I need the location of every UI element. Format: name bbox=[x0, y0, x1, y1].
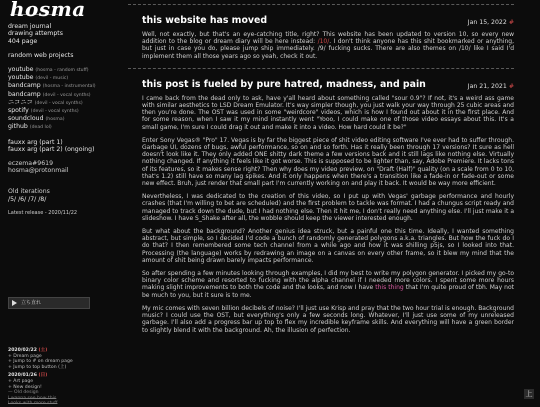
nav-primary bbox=[8, 23, 118, 45]
post-paragraph: Well, not exactly, but that's an eye-catching title, right? This website has been updated to version 10, so every new addition to the blog or dream diary will be here instead: /10/. I don't think anyone has this shit bookmarked or anything, but just in case you do, please jump ship immediately. /9/ fucking sucks. There are also themes on /10/ like I said I'd implement them all those years ago so yeah, check it out. bbox=[142, 31, 515, 60]
changelog-date: 2020/01/26 (日) bbox=[8, 373, 48, 379]
changelog-item-struck: I wanna see how this bbox=[8, 395, 57, 401]
audio-player[interactable] bbox=[8, 297, 90, 309]
link-polygon-generator[interactable]: this thing bbox=[375, 284, 404, 292]
nav-dream-journal[interactable]: dream journal bbox=[8, 23, 52, 31]
divider bbox=[128, 4, 514, 5]
post-hatred bbox=[128, 79, 514, 334]
nav-random-web-projects[interactable]: random web projects bbox=[8, 51, 74, 59]
changelog-item: + Art page bbox=[8, 378, 34, 384]
post-permalink[interactable]: # bbox=[508, 82, 514, 90]
changelog-item: + Jump to top button (上) bbox=[8, 364, 67, 370]
link-soundcloud[interactable]: soundcloud (hosma) bbox=[8, 115, 65, 123]
divider bbox=[128, 68, 514, 69]
changelog-item-struck: Looks with more stuff bbox=[8, 401, 58, 407]
old-iterations-label: Old iterations bbox=[8, 188, 50, 196]
post-paragraph: I came back from the dead only to ask, have y'all heard about something called "sour 0.9"? If not, it's a weird ass game with similar aesthetics to LSD Dream Emulator. It's way simpler though, you just walk your way through 25 cubic areas and then you're done. The OST was used in some "weirdcore" videos, which is how I found out about it in the first place. And for some reason, when I saw it my mind instantly went "Yooo, I could make one of those video essays about this. It's a small game, I'm sure I could drag it out and make it into a video. How hard could it be?" bbox=[142, 94, 514, 131]
contact-email[interactable]: hosma@protonmail bbox=[8, 167, 69, 175]
changelog-item: + Jump to # on dream page bbox=[8, 359, 73, 365]
post-paragraph: My mic comes with seven billion decibels of noise? I'll just use Krisp and pray that the two hour trial is enough. Background music? I could use the OST, but everything's only a few seconds long. Whatever, I'll just use some of my unreleased garbage. I'll also add a progress bar up top to flex my incredible keyframe skills. And everything will have a green border to slightly blend it with the background. Ah, the illusion of perfection. bbox=[142, 304, 514, 334]
player-track-title: 立ち直れ bbox=[21, 300, 42, 306]
changelog-item: — Old design bbox=[8, 390, 39, 396]
post-header bbox=[128, 15, 514, 31]
external-links bbox=[8, 66, 118, 132]
post-header bbox=[128, 79, 514, 95]
contact-discord: eczema#9619 bbox=[8, 160, 54, 168]
post-paragraph: So after spending a few minutes looking through examples, I did my best to write my polygon generator. I picked my go-to binary color scheme and resorted to fucking with the alpha channel if I needed more colors. I spent some more hours making slight improvements to both the code and the looks, and now I have this thing that I'm quite proud of tbh. May not be much to you, but it sure is to me. bbox=[142, 270, 514, 299]
post-title: this post is fueled by pure hatred, madness, and pain bbox=[142, 78, 426, 90]
site-logo[interactable]: hosma bbox=[10, 0, 86, 21]
link-fauxx-arg-1[interactable]: fauxx arg (part 1) bbox=[8, 138, 63, 146]
changelog-item: + Dream page bbox=[8, 353, 42, 359]
post-permalink[interactable]: # bbox=[508, 19, 514, 26]
link-github[interactable]: github (dead lol) bbox=[8, 123, 52, 131]
nav-404-page[interactable]: 404 page bbox=[8, 37, 38, 45]
link-fauxx-arg-2[interactable]: fauxx arg (part 2) (ongoing) bbox=[8, 145, 95, 153]
changelog bbox=[8, 345, 108, 407]
post-paragraph: Nevertheless, I was dedicated to the creation of this video, so I put up with Vegas' garbage performance and hourly crashes (that I'm willing to bet are scheduled) and the first problem to tackle was format. I had a chungus script ready and managed to track down the dude, but I had nothing else. Then it hit me, I don't really need anything else. I'll just make it a slideshow. I have S_Shake after all, the wobble should keep the viewer interested enough. bbox=[142, 193, 514, 222]
post-paragraph: But what about the background? Another genius idea struck, but a painful one this time. Ideally, I wanted something abstract, but simple, so I decided I'd code a bunch of randomly generated polygons a.k.a. triangles. But how the fuck do I do that? I then remembered some tech channel from a while ago and how it was shilling p5js, so I looked into that. Processing (the language) works by redrawing an image on a canvas on every other frame, so it blew my mind that the amount of shit being drawn barely impacts performance. bbox=[142, 228, 514, 264]
latest-release-label: Latest release - 2020/11/22 bbox=[8, 209, 78, 216]
post-date: Jan 21, 2021 # bbox=[467, 82, 514, 90]
link-spotify[interactable]: spotify (devil - vocal synths) bbox=[8, 107, 79, 115]
changelog-date: 2020/02/22 (土) bbox=[8, 348, 48, 353]
play-icon[interactable] bbox=[12, 300, 17, 306]
link-bandcamp-hosma[interactable]: bandcamp (hosma - instrumental) bbox=[8, 82, 96, 90]
link-version-10[interactable]: /10/ bbox=[317, 38, 330, 46]
link-youtube-devil[interactable]: youtube (devil - music) bbox=[8, 74, 69, 82]
post-title: this website has moved bbox=[142, 15, 268, 26]
old-iterations-links[interactable]: /5/ /6/ /7/ /8/ bbox=[8, 195, 47, 203]
post-moved bbox=[128, 15, 514, 60]
post-date: Jan 15, 2022 # bbox=[467, 19, 514, 26]
link-niconico[interactable]: ニコニコ (devil - vocal synths) bbox=[8, 98, 83, 106]
main-content bbox=[128, 4, 514, 340]
post-paragraph: Enter Sony Vegas® "Pro" 17. Vegas is by far the biggest piece of shit video editing software I've ever had to suffer through. Garbage UI, dozens of bugs, awful performance, so on and so forth. Has it really been through 17 versions? It sure as hell doesn't look like it. They only added ONE shitty dark theme a few versions back and it still lags like nothing else. Virtually nothing changed. If anything it feels like it got worse. This is supposed to be lighter than, say, Adobe Premiere. It lacks tons of its features, so it makes sense right? Then why does my video preview, on "Draft (Half)" quality (on a scale from 0 to 10, that's 1.2) still have so many lag spikes. And it only happens when there's a transition like a fade-in or fade-out or some new effect. Bruh, just render that small part I'm currently working on and play it back. It would be way more efficient. bbox=[142, 136, 514, 188]
nav-drawing-attempts[interactable]: drawing attempts bbox=[8, 30, 63, 38]
changelog-item: + New design! bbox=[8, 384, 42, 390]
scroll-top-button[interactable]: 上 bbox=[525, 390, 533, 398]
post-body bbox=[142, 31, 514, 60]
link-bandcamp-devil[interactable]: bandcamp (devil - vocal synths) bbox=[8, 90, 91, 98]
link-youtube-hosma[interactable]: youtube (hosma - random stuff) bbox=[8, 66, 89, 74]
post-body bbox=[142, 95, 514, 334]
